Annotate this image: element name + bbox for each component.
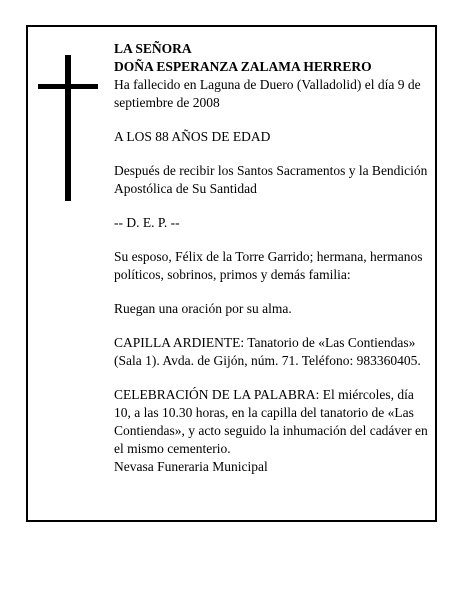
prayer-line: Ruegan una oración por su alma.	[114, 301, 292, 316]
sacraments-line: Después de recibir los Santos Sacramentos y la Bendición Apostólica de Su Santidad	[114, 163, 428, 196]
chapel-line: CAPILLA ARDIENTE: Tanatorio de «Las Contiendas» (Sala 1). Avda. de Gijón, núm. 71. Teléfono: 983360405.	[114, 335, 421, 368]
deceased-name: DOÑA ESPERANZA ZALAMA HERRERO	[114, 59, 372, 74]
cross-icon	[38, 55, 98, 201]
age-line: A LOS 88 AÑOS DE EDAD	[114, 129, 271, 144]
obituary-text	[114, 40, 432, 476]
funeral-home-line: Nevasa Funeraria Municipal	[114, 459, 268, 474]
cross-vertical-bar	[65, 55, 71, 201]
family-line: Su esposo, Félix de la Torre Garrido; hermana, hermanos políticos, sobrinos, primos y demás familia:	[114, 249, 423, 282]
notice-title: LA SEÑORA	[114, 41, 192, 56]
rip-line: -- D. E. P. --	[114, 215, 180, 230]
celebration-line: CELEBRACIÓN DE LA PALABRA: El miércoles, día 10, a las 10.30 horas, en la capilla del tanatorio de «Las Contiendas», y acto seguido la inhumación del cadáver en el mismo cementerio.	[114, 387, 428, 456]
cross-horizontal-bar	[38, 84, 98, 89]
death-info: Ha fallecido en Laguna de Duero (Valladolid) el día 9 de septiembre de 2008	[114, 77, 421, 110]
header-block	[114, 40, 432, 112]
obituary-card	[26, 25, 437, 522]
